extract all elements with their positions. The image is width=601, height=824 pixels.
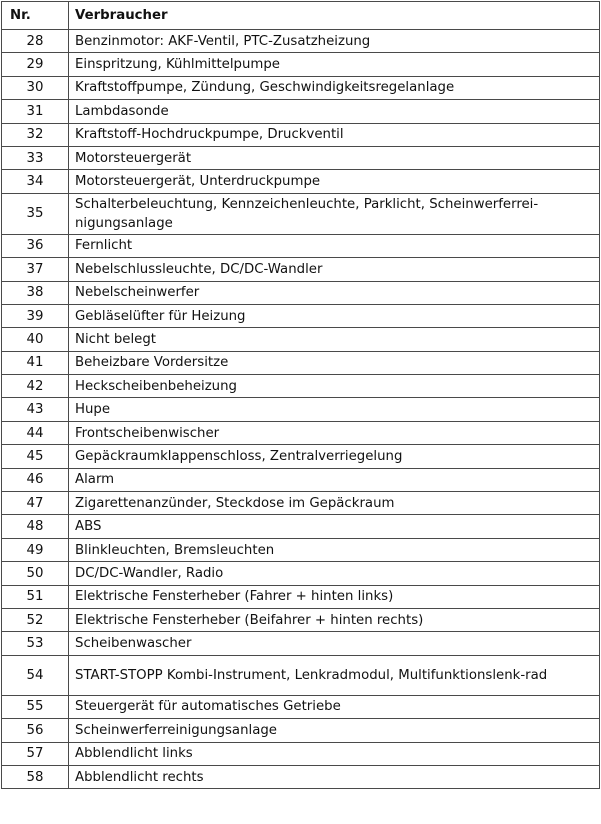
cell-verbraucher: Elektrische Fensterheber (Fahrer + hinten links): [69, 585, 600, 608]
cell-nr: 47: [2, 492, 69, 515]
cell-verbraucher: Schalterbeleuchtung, Kennzeichenleuchte, Parklicht, Scheinwerferrei-nigungsanlage: [69, 193, 600, 234]
cell-verbraucher: Gebläselüfter für Heizung: [69, 304, 600, 327]
cell-nr: 45: [2, 445, 69, 468]
table-row: [2, 30, 600, 53]
cell-nr: 29: [2, 53, 69, 76]
table-row: [2, 76, 600, 99]
table-row: [2, 742, 600, 765]
cell-nr: 54: [2, 655, 69, 695]
cell-nr: 52: [2, 608, 69, 631]
table-row: [2, 562, 600, 585]
cell-nr: 34: [2, 170, 69, 193]
cell-verbraucher: Zigarettenanzünder, Steckdose im Gepäckraum: [69, 492, 600, 515]
cell-nr: 41: [2, 351, 69, 374]
table-row: [2, 193, 600, 234]
cell-nr: 57: [2, 742, 69, 765]
cell-nr: 49: [2, 538, 69, 561]
table-row: [2, 328, 600, 351]
table-row: [2, 375, 600, 398]
cell-verbraucher: Abblendlicht links: [69, 742, 600, 765]
table-row: [2, 258, 600, 281]
cell-verbraucher: ABS: [69, 515, 600, 538]
cell-nr: 48: [2, 515, 69, 538]
table-row: [2, 655, 600, 695]
cell-nr: 56: [2, 719, 69, 742]
cell-verbraucher: Elektrische Fensterheber (Beifahrer + hinten rechts): [69, 608, 600, 631]
cell-nr: 55: [2, 695, 69, 718]
cell-verbraucher: Nebelscheinwerfer: [69, 281, 600, 304]
table-row: [2, 281, 600, 304]
cell-verbraucher: Benzinmotor: AKF-Ventil, PTC-Zusatzheizung: [69, 30, 600, 53]
cell-nr: 39: [2, 304, 69, 327]
table-row: [2, 719, 600, 742]
cell-verbraucher: Motorsteuergerät, Unterdruckpumpe: [69, 170, 600, 193]
cell-verbraucher: Frontscheibenwischer: [69, 421, 600, 444]
table-header-row: [2, 2, 600, 30]
cell-verbraucher: Abblendlicht rechts: [69, 765, 600, 788]
cell-nr: 44: [2, 421, 69, 444]
cell-verbraucher: Nebelschlussleuchte, DC/DC-Wandler: [69, 258, 600, 281]
cell-verbraucher: Scheibenwascher: [69, 632, 600, 655]
cell-nr: 53: [2, 632, 69, 655]
table-row: [2, 170, 600, 193]
table-row: [2, 398, 600, 421]
table-row: [2, 695, 600, 718]
cell-nr: 35: [2, 193, 69, 234]
cell-verbraucher: Kraftstoffpumpe, Zündung, Geschwindigkeitsregelanlage: [69, 76, 600, 99]
cell-verbraucher: Gepäckraumklappenschloss, Zentralverriegelung: [69, 445, 600, 468]
cell-nr: 28: [2, 30, 69, 53]
header-verbraucher: Verbraucher: [69, 2, 600, 30]
header-nr: Nr.: [2, 2, 69, 30]
table-row: [2, 421, 600, 444]
cell-verbraucher: DC/DC-Wandler, Radio: [69, 562, 600, 585]
cell-verbraucher: Lambdasonde: [69, 100, 600, 123]
cell-verbraucher: Heckscheibenbeheizung: [69, 375, 600, 398]
table-row: [2, 146, 600, 169]
table-row: [2, 445, 600, 468]
cell-nr: 50: [2, 562, 69, 585]
table-row: [2, 608, 600, 631]
fuse-table: [1, 1, 600, 789]
cell-verbraucher: Motorsteuergerät: [69, 146, 600, 169]
table-row: [2, 632, 600, 655]
table-row: [2, 100, 600, 123]
cell-nr: 33: [2, 146, 69, 169]
cell-nr: 30: [2, 76, 69, 99]
table-row: [2, 765, 600, 788]
cell-verbraucher: Fernlicht: [69, 234, 600, 257]
cell-nr: 58: [2, 765, 69, 788]
cell-nr: 43: [2, 398, 69, 421]
cell-verbraucher: Scheinwerferreinigungsanlage: [69, 719, 600, 742]
cell-nr: 31: [2, 100, 69, 123]
cell-nr: 38: [2, 281, 69, 304]
cell-verbraucher: Hupe: [69, 398, 600, 421]
cell-verbraucher: Alarm: [69, 468, 600, 491]
cell-verbraucher: Blinkleuchten, Bremsleuchten: [69, 538, 600, 561]
table-row: [2, 351, 600, 374]
cell-verbraucher: Steuergerät für automatisches Getriebe: [69, 695, 600, 718]
cell-verbraucher: Kraftstoff-Hochdruckpumpe, Druckventil: [69, 123, 600, 146]
table-row: [2, 515, 600, 538]
cell-nr: 46: [2, 468, 69, 491]
table-row: [2, 585, 600, 608]
cell-verbraucher: Beheizbare Vordersitze: [69, 351, 600, 374]
table-row: [2, 53, 600, 76]
cell-nr: 40: [2, 328, 69, 351]
table-row: [2, 234, 600, 257]
table-row: [2, 538, 600, 561]
cell-verbraucher: Nicht belegt: [69, 328, 600, 351]
cell-nr: 36: [2, 234, 69, 257]
cell-verbraucher: Einspritzung, Kühlmittelpumpe: [69, 53, 600, 76]
cell-nr: 42: [2, 375, 69, 398]
table-row: [2, 123, 600, 146]
cell-verbraucher: START-STOPP Kombi-Instrument, Lenkradmodul, Multifunktionslenk-rad: [69, 655, 600, 695]
table-row: [2, 492, 600, 515]
table-row: [2, 304, 600, 327]
table-row: [2, 468, 600, 491]
cell-nr: 32: [2, 123, 69, 146]
cell-nr: 37: [2, 258, 69, 281]
cell-nr: 51: [2, 585, 69, 608]
